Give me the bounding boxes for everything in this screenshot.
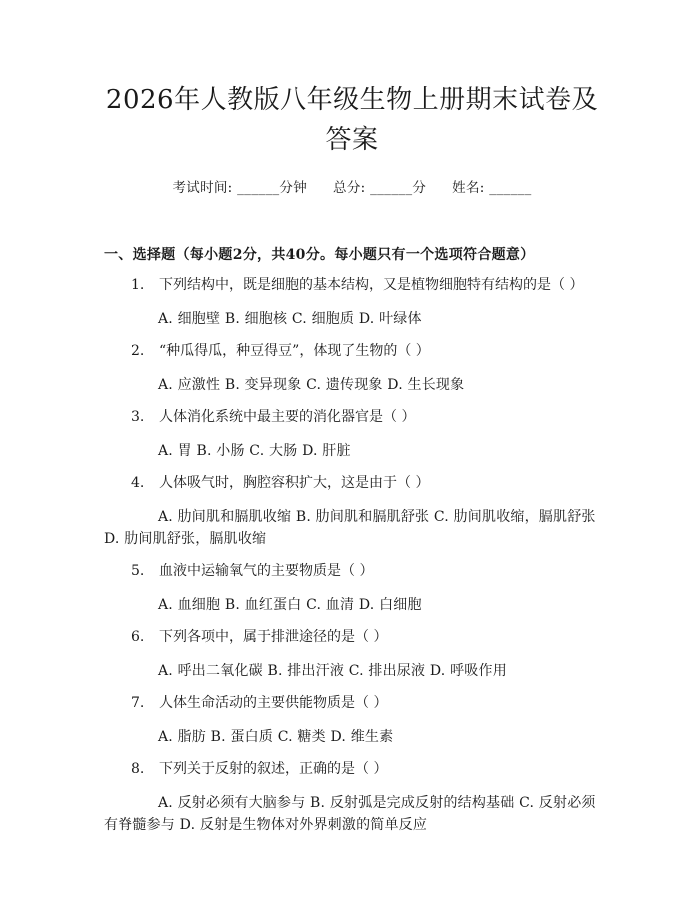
question-number: 7. [131,695,145,711]
question-item [104,758,600,836]
question-number: 8. [131,761,145,777]
question-stem: 下列关于反射的叙述，正确的是（ ） [159,761,388,777]
question-options: A. 应激性 B. 变异现象 C. 遗传现象 D. 生长现象 [158,377,465,393]
question-options: A. 反射必须有大脑参与 B. 反射弧是完成反射的结构基础 C. 反射必须有脊髓参与 D. 反射是生物体对外界刺激的简单反应 [104,795,596,833]
question-options: A. 血细胞 B. 血红蛋白 C. 血清 D. 白细胞 [158,597,422,613]
question-options: A. 细胞壁 B. 细胞核 C. 细胞质 D. 叶绿体 [158,311,422,327]
question-item [104,274,600,330]
question-item [104,626,600,682]
question-item [104,340,600,396]
question-options: A. 脂肪 B. 蛋白质 C. 糖类 D. 维生素 [158,729,394,745]
question-item [104,560,600,616]
question-item [104,406,600,462]
section-heading: 一、选择题（每小题2分，共40分。每小题只有一个选项符合题意） [104,247,535,263]
question-stem: 人体生命活动的主要供能物质是（ ） [159,695,388,711]
question-options: A. 胃 B. 小肠 C. 大肠 D. 肝脏 [158,443,351,459]
total-score-label: 总分: ______分 [333,180,427,196]
question-number: 5. [131,563,145,579]
student-name-label: 姓名: ______ [452,180,532,196]
question-item [104,692,600,748]
exam-info-line [104,176,600,196]
question-stem: 下列各项中，属于排泄途径的是（ ） [159,629,388,645]
question-options: A. 呼出二氧化碳 B. 排出汗液 C. 排出尿液 D. 呼吸作用 [158,663,507,679]
question-stem: “种瓜得瓜，种豆得豆”，体现了生物的（ ） [159,343,430,359]
question-number: 6. [131,629,145,645]
question-stem: 人体吸气时，胸腔容积扩大，这是由于（ ） [159,475,430,491]
document-title: 2026年人教版八年级生物上册期末试卷及答案 [105,85,599,155]
question-stem: 下列结构中，既是细胞的基本结构，又是植物细胞特有结构的是（ ） [159,277,584,293]
question-number: 4. [131,475,145,491]
question-item [104,472,600,550]
question-stem: 血液中运输氧气的主要物质是（ ） [159,563,374,579]
question-options: A. 肋间肌和膈肌收缩 B. 肋间肌和膈肌舒张 C. 肋间肌收缩，膈肌舒张 D. 肋间肌舒张，膈肌收缩 [104,509,596,547]
question-number: 1. [131,277,145,293]
question-number: 3. [131,409,145,425]
question-number: 2. [131,343,145,359]
question-stem: 人体消化系统中最主要的消化器官是（ ） [159,409,416,425]
exam-time-label: 考试时间: ______分钟 [172,180,308,196]
